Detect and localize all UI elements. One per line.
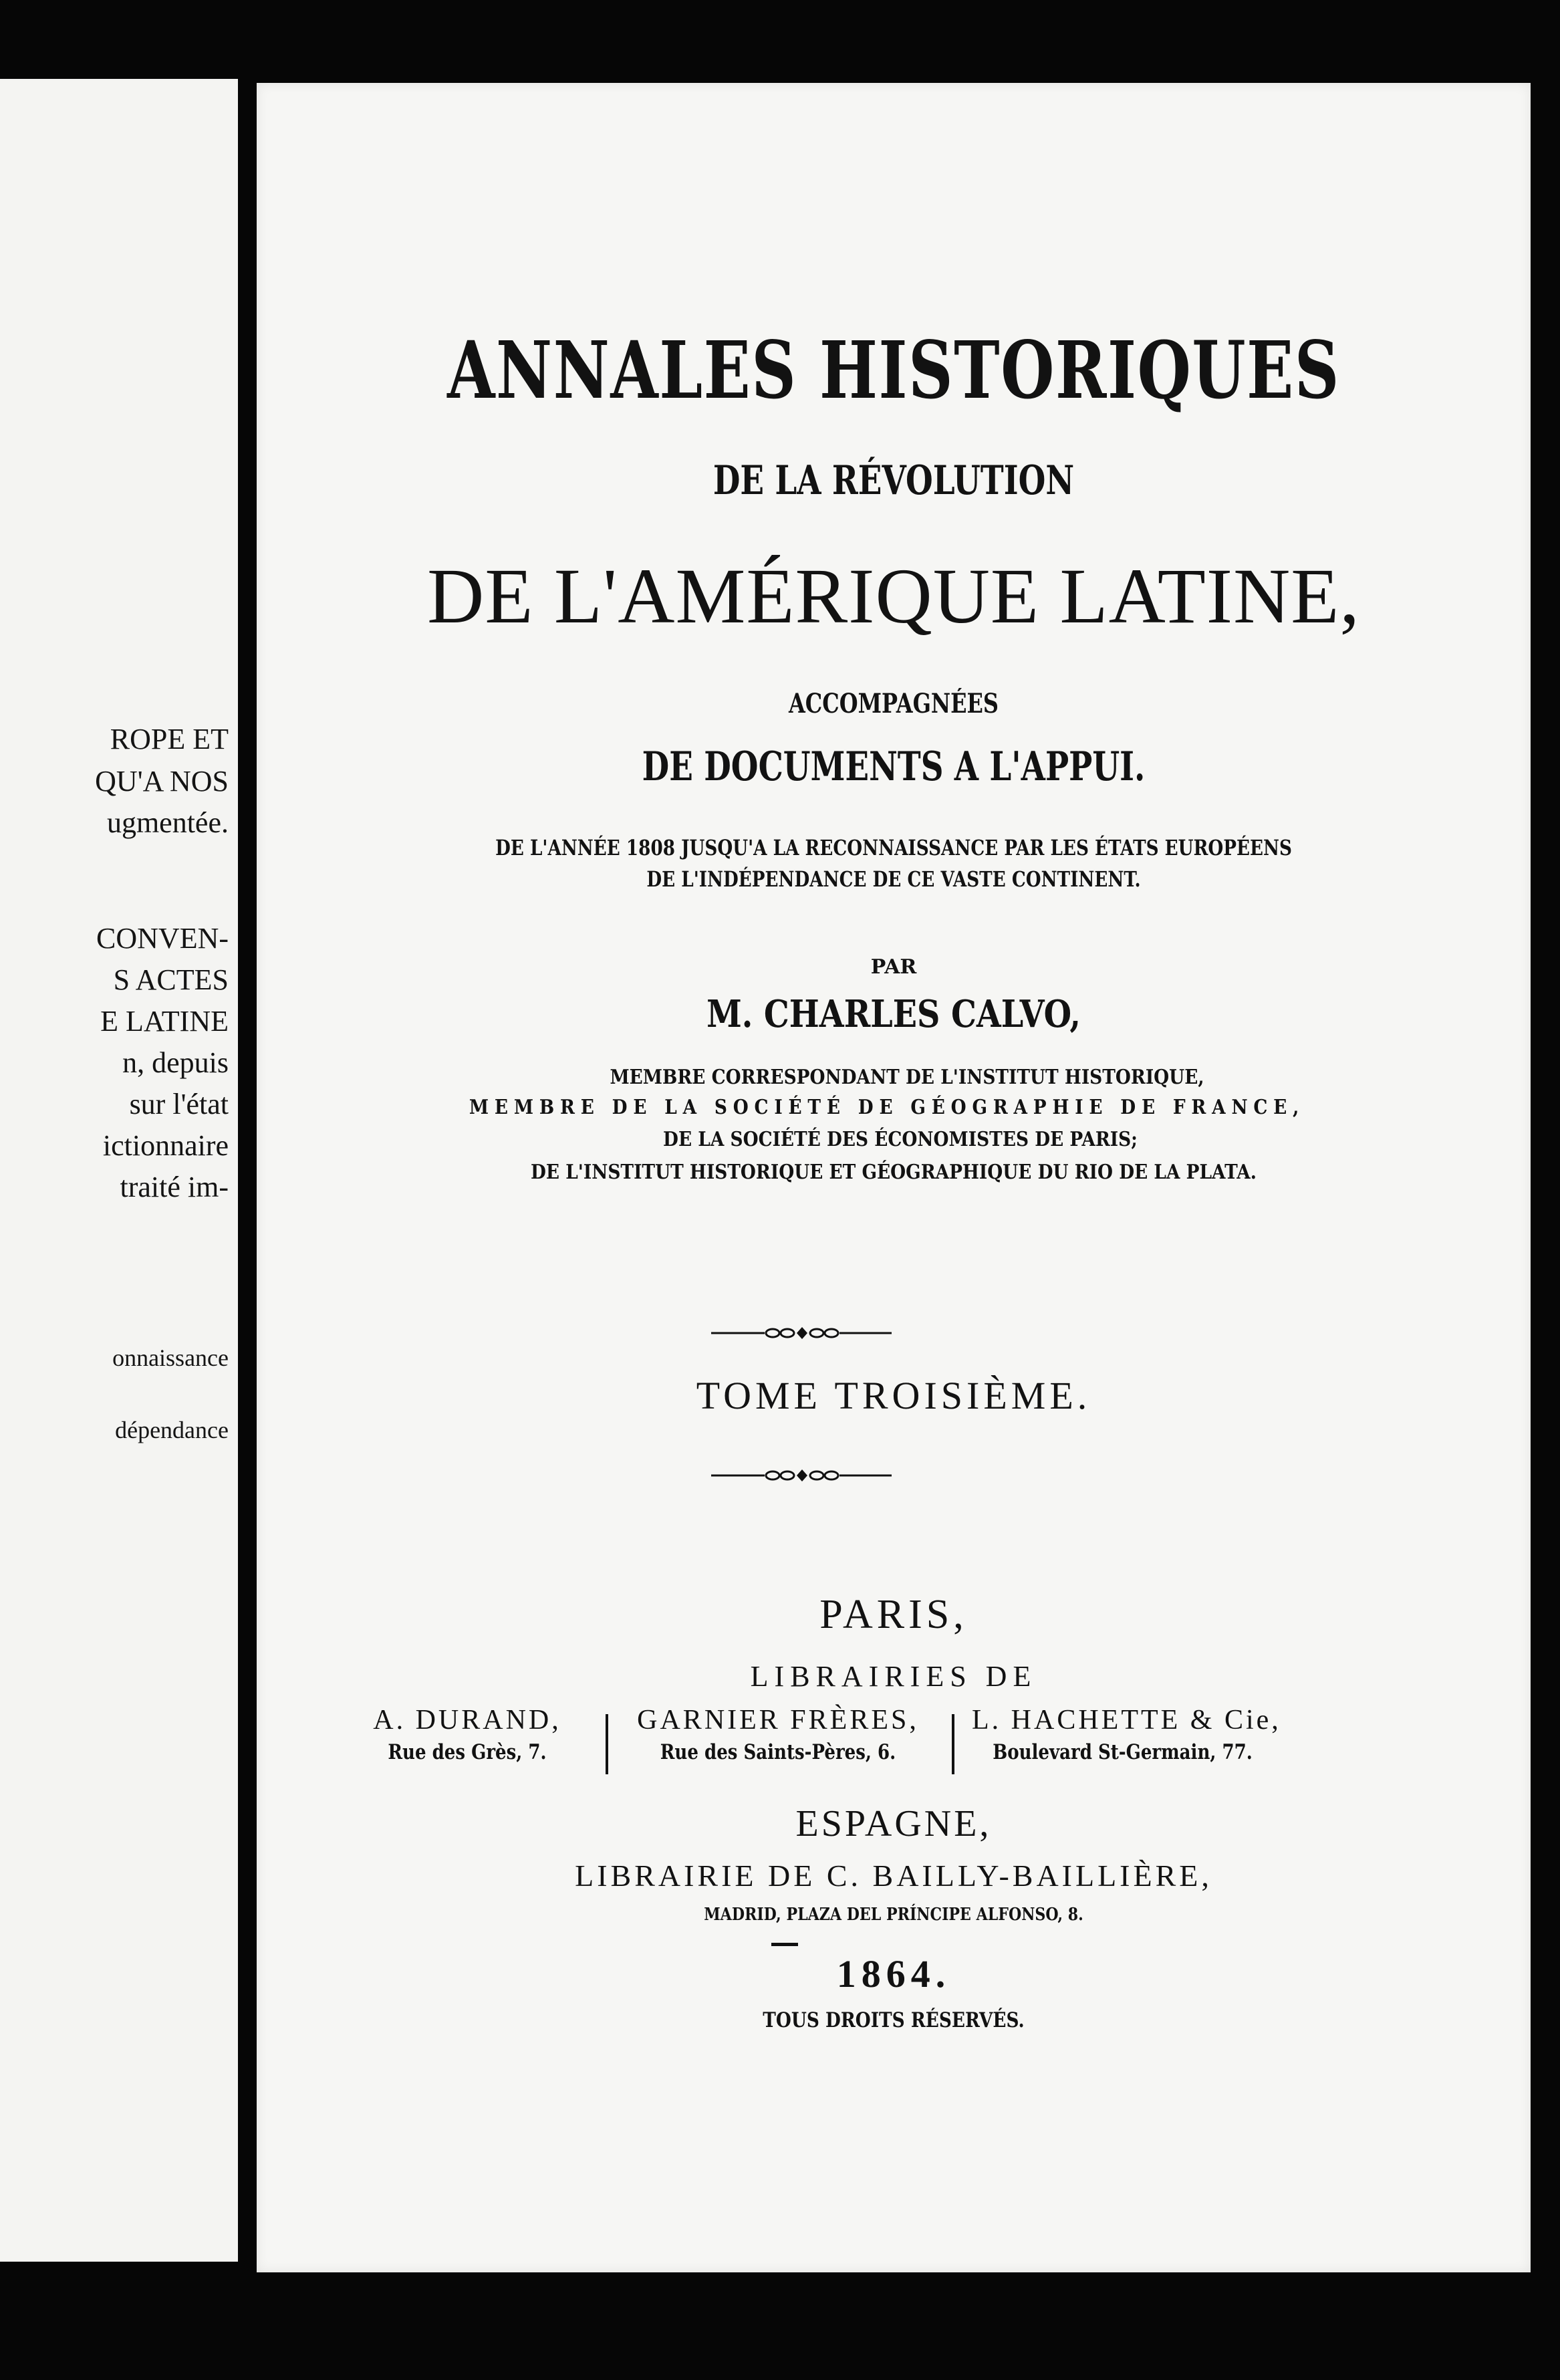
scope-line-2: DE L'INDÉPENDANCE DE CE VASTE CONTINENT. [646, 866, 1141, 892]
subtitle-america: DE L'AMÉRIQUE LATINE, [427, 552, 1360, 640]
publication-year: 1864. [836, 1952, 951, 1996]
title-page [257, 83, 1531, 2272]
main-title: ANNALES HISTORIQUES [447, 324, 1340, 416]
author-affiliation: MEMBRE CORRESPONDANT DE L'INSTITUT HISTORIQUE, [610, 1066, 1204, 1089]
scope-line-1: DE L'ANNÉE 1808 JUSQU'A LA RECONNAISSANCE PAR LES ÉTATS EUROPÉENS [495, 835, 1292, 860]
madrid-address: MADRID, PLAZA DEL PRÍNCIPE ALFONSO, 8. [704, 1905, 1083, 1925]
left-page-line: ugmentée. [106, 806, 229, 839]
left-page-line: dépendance [115, 1417, 229, 1443]
publisher-hachette [972, 1704, 1281, 1764]
spanish-publisher: LIBRAIRIE DE C. BAILLY-BAILLIÈRE, [575, 1859, 1212, 1893]
left-page-line: QU'A NOS [95, 765, 229, 798]
author-affiliation: DE LA SOCIÉTÉ DES ÉCONOMISTES DE PARIS; [663, 1128, 1138, 1151]
imprint-city: PARIS, [819, 1592, 968, 1637]
ornament-divider-icon [257, 1323, 1531, 1343]
left-page-line: onnaissance [112, 1344, 229, 1371]
column-separator [952, 1714, 954, 1774]
by-label: PAR [870, 955, 917, 979]
publisher-durand [370, 1704, 564, 1764]
left-page-line: E LATINE [100, 1005, 229, 1038]
publisher-name: GARNIER FRÈRES, [637, 1705, 919, 1736]
author-affiliation: DE L'INSTITUT HISTORIQUE ET GÉOGRAPHIQUE DU RIO DE LA PLATA. [531, 1161, 1257, 1184]
left-page-line: ROPE ET [110, 723, 229, 755]
publisher-address: Rue des Saints-Pères, 6. [660, 1740, 896, 1764]
author-name: M. CHARLES CALVO, [706, 992, 1081, 1036]
short-rule [771, 1943, 798, 1946]
column-separator [606, 1714, 608, 1774]
rights-notice: TOUS DROITS RÉSERVÉS. [763, 2008, 1025, 2032]
publisher-name: L. HACHETTE & Cie, [972, 1705, 1281, 1736]
imprint-country: ESPAGNE, [795, 1803, 992, 1844]
left-page-line: n, depuis [122, 1046, 229, 1079]
documents-line: DE DOCUMENTS A L'APPUI. [642, 743, 1146, 790]
publisher-garnier [631, 1704, 925, 1764]
accompanied-label: ACCOMPAGNÉES [788, 688, 999, 719]
author-affiliation: MEMBRE DE LA SOCIÉTÉ DE GÉOGRAPHIE DE FRANCE, [469, 1096, 1305, 1119]
volume-number: TOME TROISIÈME. [696, 1374, 1091, 1417]
subtitle-revolution: DE LA RÉVOLUTION [712, 457, 1075, 504]
publisher-address: Rue des Grès, 7. [388, 1740, 547, 1764]
previous-page-fragment [0, 79, 238, 2262]
publisher-name: A. DURAND, [373, 1705, 561, 1736]
left-page-line: S ACTES [113, 963, 229, 996]
left-page-line: traité im- [120, 1171, 229, 1203]
left-page-line: ictionnaire [102, 1129, 229, 1162]
left-page-line: sur l'état [129, 1088, 229, 1120]
imprint-booksellers-label: LIBRAIRIES DE [750, 1660, 1037, 1693]
publisher-address: Boulevard St-Germain, 77. [993, 1740, 1253, 1764]
ornament-divider-icon [257, 1465, 1531, 1485]
left-page-line: CONVEN- [96, 922, 229, 955]
